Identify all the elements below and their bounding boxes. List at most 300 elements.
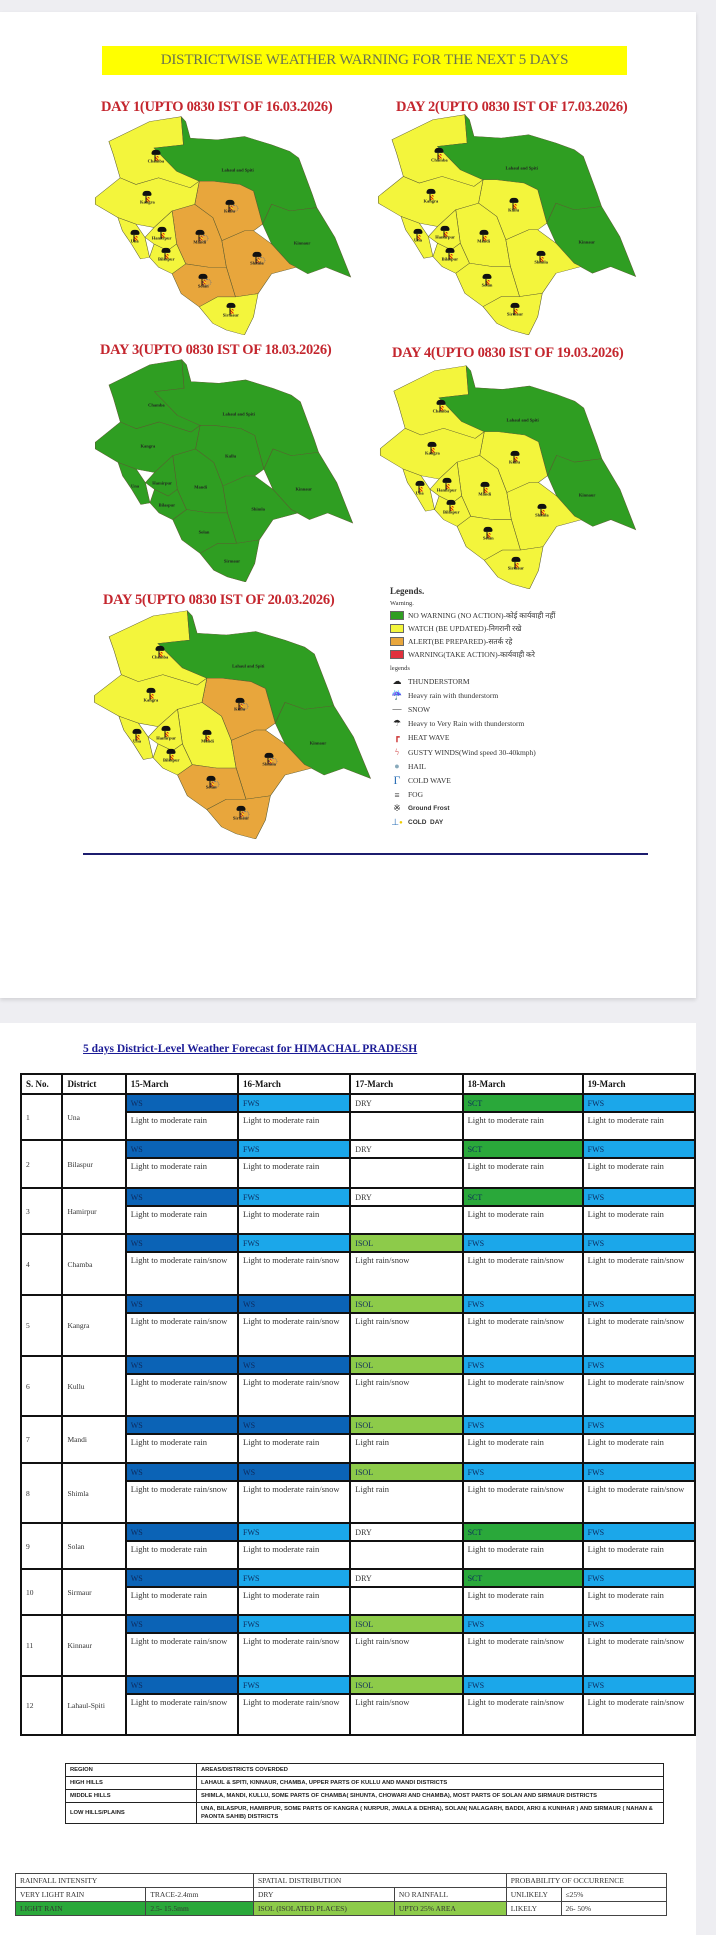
table-row (21, 1463, 695, 1523)
table-row (21, 1569, 695, 1615)
distribution-band: FWS (239, 1189, 349, 1207)
ground-frost-icon: ※ (393, 803, 401, 814)
district-label: Sirmaur (223, 558, 241, 564)
forecast-cell (350, 1463, 462, 1523)
district-label: Shimla (250, 260, 264, 266)
distribution-band: FWS (464, 1464, 582, 1482)
distribution-band: WS (239, 1296, 349, 1314)
district-label: Bilaspur (162, 757, 180, 763)
serial-number: 1 (21, 1094, 62, 1140)
rainfall-cell: ISOL (ISOLATED PLACES) (253, 1902, 394, 1916)
forecast-text: Light to moderate rain/snow (467, 1316, 565, 1326)
legend-label: FOG (408, 790, 424, 800)
forecast-cell (583, 1188, 695, 1234)
legend-icon-item (390, 688, 690, 702)
gusty-winds-icon: ϟ (394, 747, 400, 758)
district-label: Hamirpur (435, 234, 455, 240)
legend-icon-item (390, 816, 690, 830)
legend-label: WARNING(TAKE ACTION)-कार्यवाही करे (408, 649, 535, 659)
forecast-cell (238, 1569, 350, 1615)
district-name: Mandi (62, 1416, 125, 1463)
color-swatch (390, 637, 404, 646)
district-label: Mandi (194, 484, 208, 490)
legend-icons-heading: legends (390, 665, 410, 672)
forecast-cell (350, 1094, 462, 1140)
forecast-text (351, 1113, 461, 1117)
serial-number: 3 (21, 1188, 62, 1234)
legend-label: HAIL (408, 761, 426, 771)
region-name: LOW HILLS/PLAINS (66, 1803, 197, 1824)
forecast-text: Light to moderate rain (243, 1161, 320, 1171)
distribution-band: FWS (584, 1464, 694, 1482)
column-header: District (62, 1074, 125, 1094)
day-5-title: DAY 5(UPTO 0830 IST OF 20.03.2026) (103, 592, 335, 608)
distribution-band: SCT (464, 1189, 582, 1207)
forecast-cell (126, 1356, 238, 1416)
district-name: Kinnaur (62, 1615, 125, 1676)
legend-icon-item (390, 802, 690, 816)
district-label: Lahaul and Spiti (232, 663, 265, 669)
forecast-text: Light to moderate rain/snow (467, 1255, 565, 1265)
forecast-cell (238, 1463, 350, 1523)
district-name: Bilaspur (62, 1140, 125, 1188)
district-label: Kullu (508, 207, 520, 213)
forecast-cell (238, 1295, 350, 1356)
forecast-text: Light rain/snow (355, 1636, 410, 1646)
legend-label: SNOW (408, 704, 431, 714)
forecast-cell (583, 1094, 695, 1140)
table-row (21, 1234, 695, 1295)
forecast-cell (350, 1140, 462, 1188)
forecast-text: Light to moderate rain (243, 1437, 320, 1447)
heavy-very-rain-icon: ☂ (392, 718, 402, 729)
region-name: HIGH HILLS (66, 1777, 197, 1790)
forecast-cell (238, 1188, 350, 1234)
forecast-cell (583, 1523, 695, 1569)
forecast-text: Light rain (355, 1484, 390, 1494)
rainfall-cell: ≤25% (561, 1888, 666, 1902)
forecast-cell (583, 1615, 695, 1676)
color-swatch (390, 611, 404, 620)
forecast-text: Light to moderate rain/snow (587, 1377, 685, 1387)
district-name: Shimla (62, 1463, 125, 1523)
rainfall-header: PROBABILITY OF OCCURRENCE (506, 1874, 666, 1888)
district-label: Shimla (251, 506, 265, 512)
forecast-text: Light to moderate rain/snow (587, 1636, 685, 1646)
region-header-row (66, 1764, 664, 1777)
legend-icon-item (390, 731, 690, 745)
rainfall-cell: UPTO 25% AREA (394, 1902, 506, 1916)
legend-label: WATCH (BE UPDATED)-निगरानी रखे (408, 623, 522, 633)
distribution-band: DRY (351, 1524, 461, 1542)
forecast-cell (350, 1615, 462, 1676)
serial-number: 9 (21, 1523, 62, 1569)
distribution-band: FWS (239, 1677, 349, 1695)
forecast-cell (126, 1188, 238, 1234)
forecast-text: Light to moderate rain/snow (243, 1697, 340, 1707)
forecast-cell (126, 1295, 238, 1356)
forecast-text: Light to moderate rain (467, 1209, 544, 1219)
forecast-cell (583, 1356, 695, 1416)
day-1-map (93, 115, 353, 335)
rainfall-cell: 26- 50% (561, 1902, 666, 1916)
rainfall-cell: LIGHT RAIN (16, 1902, 146, 1916)
forecast-cell (463, 1523, 583, 1569)
rainfall-row (16, 1888, 667, 1902)
distribution-band: WS (127, 1296, 237, 1314)
serial-number: 11 (21, 1615, 62, 1676)
distribution-band: SCT (464, 1570, 582, 1588)
district-name: Kullu (62, 1356, 125, 1416)
forecast-text: Light to moderate rain (130, 1115, 207, 1125)
district-label: Hamirpur (151, 235, 172, 241)
cold-day-icon: ⊥ ● (391, 817, 403, 828)
forecast-cell (126, 1234, 238, 1295)
rainfall-header: SPATIAL DISTRIBUTION (253, 1874, 506, 1888)
table-row (21, 1140, 695, 1188)
serial-number: 10 (21, 1569, 62, 1615)
forecast-cell (583, 1676, 695, 1735)
rainfall-cell: NO RAINFALL (394, 1888, 506, 1902)
forecast-text: Light to moderate rain (587, 1544, 664, 1554)
distribution-band: FWS (239, 1141, 349, 1159)
district-label: Chamba (148, 402, 165, 408)
distribution-band: FWS (464, 1235, 582, 1253)
distribution-band: WS (127, 1570, 237, 1588)
forecast-cell (583, 1140, 695, 1188)
forecast-text: Light to moderate rain/snow (587, 1697, 685, 1707)
region-areas: LAHAUL & SPITI, KINNAUR, CHAMBA, UPPER PARTS OF KULLU AND MANDI DISTRICTS (197, 1777, 664, 1790)
district-name: Lahaul-Spiti (62, 1676, 125, 1735)
forecast-text: Light to moderate rain (587, 1437, 664, 1447)
forecast-cell (350, 1676, 462, 1735)
column-header: 18-March (463, 1074, 583, 1094)
distribution-band: ISOL (351, 1417, 461, 1435)
forecast-text: Light to moderate rain/snow (587, 1316, 685, 1326)
forecast-text (351, 1542, 461, 1546)
forecast-text: Light to moderate rain (587, 1209, 664, 1219)
forecast-text: Light to moderate rain (243, 1209, 320, 1219)
forecast-text: Light to moderate rain/snow (587, 1255, 685, 1265)
forecast-cell (238, 1676, 350, 1735)
district-label: Shimla (534, 259, 548, 265)
day-3-map (93, 358, 355, 582)
district-label: Bilaspur (441, 256, 459, 262)
legend (390, 586, 690, 830)
district-label: Solan (198, 529, 210, 535)
color-swatch (390, 650, 404, 659)
district-label: Sirmaur (232, 815, 250, 821)
district-label: Kangra (423, 198, 439, 204)
distribution-band: DRY (351, 1570, 461, 1588)
forecast-text: Light to moderate rain (130, 1161, 207, 1171)
rainfall-cell: VERY LIGHT RAIN (16, 1888, 146, 1902)
district-name: Sirmaur (62, 1569, 125, 1615)
district-label: Kullu (225, 453, 237, 459)
forecast-text: Light to moderate rain (587, 1161, 664, 1171)
district-name: Kangra (62, 1295, 125, 1356)
district-label: Chamba (151, 654, 169, 660)
heavy-rain-thunderstorm-icon: ☔ (391, 689, 403, 700)
region-name: MIDDLE HILLS (66, 1790, 197, 1803)
forecast-text: Light to moderate rain (467, 1115, 544, 1125)
cold-wave-icon: Γ (393, 772, 401, 787)
serial-number: 12 (21, 1676, 62, 1735)
district-label: Kinnaur (578, 239, 595, 245)
legend-icon-item (390, 702, 690, 716)
forecast-cell (126, 1094, 238, 1140)
table-row (21, 1615, 695, 1676)
forecast-cell (238, 1140, 350, 1188)
district-label: Chamba (147, 158, 165, 164)
areas-header: AREAS/DISTRICTS COVERDED (197, 1764, 664, 1777)
district-label: Kinnaur (578, 492, 596, 498)
rainfall-header: RAINFALL INTENSITY (16, 1874, 254, 1888)
district-label: Hamirpur (152, 480, 172, 486)
district-label: Sirmaur (506, 311, 524, 317)
forecast-table (20, 1073, 696, 1736)
rainfall-header-row (16, 1874, 667, 1888)
legend-label: COLD WAVE (408, 775, 451, 785)
legend-warning-heading: Warning. (390, 600, 414, 607)
region-areas: UNA, BILASPUR, HAMIRPUR, SOME PARTS OF KANGRA ( NURPUR, JWALA & DEHRA), SOLAN( NALAGARH, BADDI, ARKI & KUNIHAR ) AND SIRMAUR ( NAHAN & PAONTA SAHIB) DISTRICTS (197, 1803, 664, 1824)
district-label: Una (130, 483, 139, 489)
forecast-text: Light to moderate rain/snow (130, 1636, 228, 1646)
distribution-band: DRY (351, 1095, 461, 1113)
rainfall-cell: TRACE-2.4mm (146, 1888, 254, 1902)
legend-label: Ground Frost (408, 805, 450, 813)
distribution-band: ISOL (351, 1677, 461, 1695)
column-header: 15-March (126, 1074, 238, 1094)
forecast-text: Light to moderate rain (130, 1544, 207, 1554)
forecast-cell (350, 1188, 462, 1234)
district-label: Kullu (224, 208, 236, 214)
distribution-band: WS (127, 1095, 237, 1113)
forecast-text: Light rain/snow (355, 1377, 410, 1387)
warning-banner: DISTRICTWISE WEATHER WARNING FOR THE NEXT 5 DAYS (102, 46, 627, 75)
legend-label: NO WARNING (NO ACTION)-कोई कार्यवाही नहीं (408, 610, 556, 620)
table-row (21, 1676, 695, 1735)
district-name: Una (62, 1094, 125, 1140)
forecast-text: Light rain/snow (355, 1255, 410, 1265)
snow-icon: — (392, 704, 402, 715)
forecast-text: Light rain (355, 1437, 390, 1447)
region-header: REGION (66, 1764, 197, 1777)
distribution-band: FWS (464, 1417, 582, 1435)
legend-warning-item (390, 648, 690, 661)
forecast-text: Light to moderate rain (243, 1544, 320, 1554)
forecast-cell (583, 1234, 695, 1295)
table-row (21, 1295, 695, 1356)
district-label: Bilaspur (443, 509, 460, 515)
table-row (21, 1416, 695, 1463)
serial-number: 2 (21, 1140, 62, 1188)
district-label: Hamirpur (436, 487, 457, 493)
distribution-band: ISOL (351, 1357, 461, 1375)
forecast-text: Light to moderate rain/snow (587, 1484, 685, 1494)
forecast-text: Light to moderate rain (467, 1437, 544, 1447)
day-2-map (376, 113, 638, 335)
district-label: Kinnaur (295, 486, 312, 492)
distribution-band: SCT (464, 1095, 582, 1113)
forecast-text: Light to moderate rain/snow (467, 1697, 565, 1707)
forecast-text: Light to moderate rain/snow (243, 1636, 340, 1646)
forecast-text: Light to moderate rain (243, 1115, 320, 1125)
forecast-text: Light to moderate rain (467, 1161, 544, 1171)
forecast-cell (126, 1615, 238, 1676)
distribution-band: FWS (239, 1616, 349, 1634)
forecast-text: Light to moderate rain (467, 1544, 544, 1554)
forecast-text: Light to moderate rain/snow (467, 1484, 565, 1494)
warning-page (0, 12, 696, 998)
serial-number: 8 (21, 1463, 62, 1523)
legend-icon-item (390, 759, 690, 773)
forecast-text (351, 1207, 461, 1211)
forecast-text: Light to moderate rain (587, 1115, 664, 1125)
thunderstorm-icon: ☁ (392, 675, 402, 686)
legend-label: THUNDERSTORM (408, 676, 470, 686)
distribution-band: FWS (584, 1095, 694, 1113)
distribution-band: FWS (464, 1296, 582, 1314)
distribution-band: FWS (584, 1616, 694, 1634)
forecast-cell (238, 1234, 350, 1295)
district-name: Chamba (62, 1234, 125, 1295)
forecast-text: Light to moderate rain/snow (243, 1484, 340, 1494)
day-1-title: DAY 1(UPTO 0830 IST OF 16.03.2026) (101, 99, 333, 115)
district-label: Bilaspur (158, 502, 176, 508)
district-label: Una (413, 237, 422, 243)
forecast-cell (238, 1094, 350, 1140)
district-label: Lahaul and Spiti (221, 167, 254, 173)
forecast-text: Light rain/snow (355, 1316, 410, 1326)
table-row (21, 1188, 695, 1234)
forecast-cell (463, 1188, 583, 1234)
forecast-text (351, 1159, 461, 1163)
distribution-band: WS (127, 1417, 237, 1435)
forecast-cell (350, 1523, 462, 1569)
distribution-band: ISOL (351, 1616, 461, 1634)
forecast-cell (583, 1463, 695, 1523)
forecast-cell (463, 1140, 583, 1188)
district-label: Solan (482, 535, 494, 541)
district-name: Solan (62, 1523, 125, 1569)
forecast-cell (463, 1569, 583, 1615)
day-3-title: DAY 3(UPTO 0830 IST OF 18.03.2026) (100, 342, 332, 358)
forecast-text: Light to moderate rain (587, 1590, 664, 1600)
district-label: Chamba (432, 408, 450, 414)
distribution-band: WS (239, 1357, 349, 1375)
district-label: Chamba (431, 157, 448, 163)
district-label: Hamirpur (156, 735, 176, 741)
column-header: 19-March (583, 1074, 695, 1094)
region-areas: SHIMLA, MANDI, KULLU, SOME PARTS OF CHAMBA( SIHUNTA, CHOWARI AND CHAMBA), MOST PARTS OF SOLAN AND SIRMAUR DISTRICTS (197, 1790, 664, 1803)
district-label: Bilaspur (158, 256, 175, 262)
forecast-cell (350, 1569, 462, 1615)
forecast-cell (350, 1356, 462, 1416)
legend-warning-item (390, 635, 690, 648)
forecast-text: Light to moderate rain (130, 1437, 207, 1447)
region-row (66, 1790, 664, 1803)
forecast-page (0, 1023, 696, 1935)
table-row (21, 1523, 695, 1569)
forecast-text: Light to moderate rain (130, 1209, 207, 1219)
rainfall-table (15, 1873, 667, 1916)
legend-icon-item (390, 674, 690, 688)
legend-icon-item (390, 788, 690, 802)
forecast-text: Light to moderate rain/snow (130, 1697, 228, 1707)
table-header-row (21, 1074, 695, 1094)
rainfall-cell: LIKELY (506, 1902, 561, 1916)
distribution-band: WS (127, 1357, 237, 1375)
column-header: 17-March (350, 1074, 462, 1094)
column-header: S. No. (21, 1074, 62, 1094)
distribution-band: WS (127, 1616, 237, 1634)
district-label: Kinnaur (309, 740, 327, 746)
distribution-band: ISOL (351, 1464, 461, 1482)
distribution-band: FWS (584, 1417, 694, 1435)
distribution-band: DRY (351, 1189, 461, 1207)
forecast-cell (350, 1295, 462, 1356)
distribution-band: WS (239, 1417, 349, 1435)
distribution-band: FWS (584, 1570, 694, 1588)
forecast-cell (583, 1569, 695, 1615)
distribution-band: FWS (584, 1189, 694, 1207)
district-label: Mandi (477, 238, 491, 244)
hail-icon: ● (394, 761, 400, 772)
forecast-text: Light to moderate rain/snow (467, 1377, 565, 1387)
distribution-band: FWS (584, 1235, 694, 1253)
column-header: 16-March (238, 1074, 350, 1094)
distribution-band: FWS (464, 1677, 582, 1695)
district-label: Mandi (193, 239, 207, 245)
day-2-title: DAY 2(UPTO 0830 IST OF 17.03.2026) (396, 99, 628, 115)
distribution-band: SCT (464, 1141, 582, 1159)
forecast-text: Light to moderate rain/snow (467, 1636, 565, 1646)
forecast-cell (350, 1416, 462, 1463)
rainfall-cell: DRY (253, 1888, 394, 1902)
forecast-text: Light to moderate rain (243, 1590, 320, 1600)
forecast-cell (238, 1356, 350, 1416)
distribution-band: FWS (584, 1141, 694, 1159)
legend-icon-item (390, 773, 690, 787)
forecast-text: Light to moderate rain/snow (243, 1255, 340, 1265)
legend-label: Heavy to Very Rain with thunderstorm (408, 719, 525, 729)
forecast-cell (463, 1094, 583, 1140)
serial-number: 6 (21, 1356, 62, 1416)
district-label: Kangra (140, 199, 155, 205)
rainfall-cell: UNLIKELY (506, 1888, 561, 1902)
legend-warning-item (390, 609, 690, 622)
forecast-text: Light to moderate rain/snow (130, 1316, 228, 1326)
distribution-band: WS (127, 1189, 237, 1207)
district-label: Solan (205, 784, 217, 790)
forecast-text: Light to moderate rain/snow (130, 1255, 228, 1265)
district-label: Sirmaur (507, 565, 525, 571)
distribution-band: DRY (351, 1141, 461, 1159)
forecast-cell (463, 1356, 583, 1416)
district-label: Kangra (140, 443, 156, 449)
district-label: Kullu (234, 706, 246, 712)
distribution-band: WS (127, 1677, 237, 1695)
forecast-cell (126, 1569, 238, 1615)
distribution-band: WS (127, 1464, 237, 1482)
legend-label: COLD DAY (408, 819, 444, 827)
distribution-band: ISOL (351, 1235, 461, 1253)
forecast-text: Light to moderate rain (130, 1590, 207, 1600)
legend-warning-item (390, 622, 690, 635)
forecast-cell (463, 1295, 583, 1356)
forecast-text: Light rain/snow (355, 1697, 410, 1707)
